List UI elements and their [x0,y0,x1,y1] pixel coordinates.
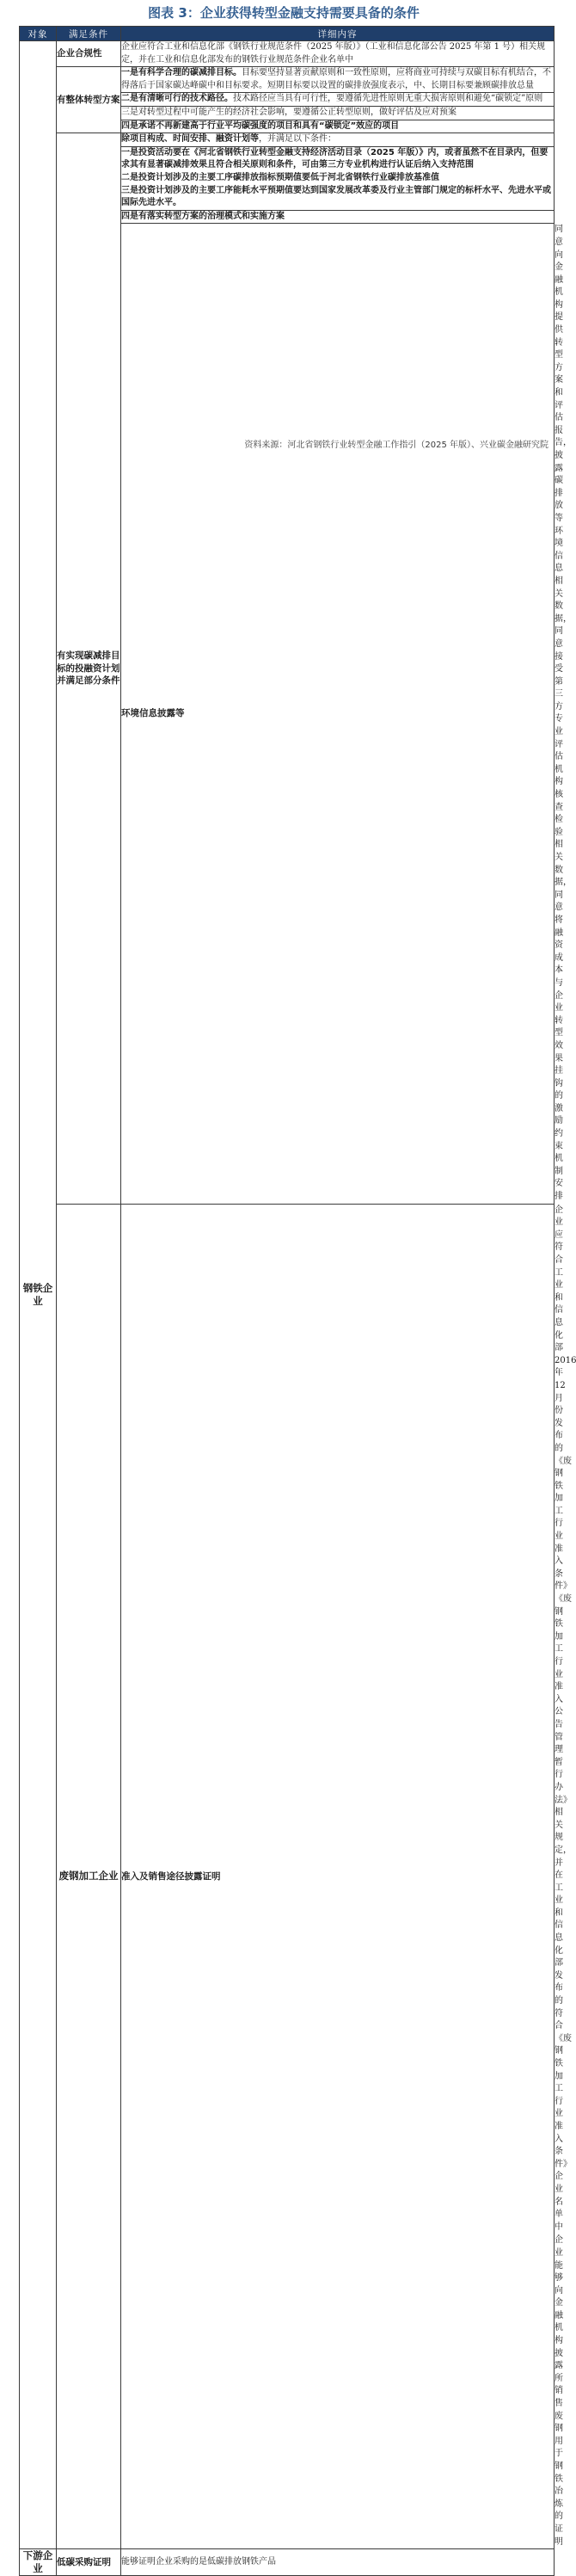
conditions-table [19,26,576,2576]
detail-projects-c1 [121,146,555,172]
condition-compliance: 企业合规性 [57,41,121,67]
header-condition: 满足条件 [57,27,121,41]
header-object: 对象 [20,27,57,41]
detail-downstream: 能够证明企业采购的是低碳排放钢铁产品 [121,2549,555,2576]
detail-projects-c2 [121,172,555,185]
detail-projects-intro-bold: 除项目构成、时间安排、融资计划等 [121,134,259,145]
detail-plan-1-bold: 一是有科学合理的碳减排目标。 [121,68,242,78]
condition-downstream: 低碳采购证明 [57,2549,121,2576]
table-row: 环境信息披露等 同意向金融机构提供转型方案和评估报告，披露碳排放等环境信息相关数据，同意接受第三方专业评估机构核查检验相关数据，同意将融资成本与企业转型效果挂钩的激励约束机制安排 [20,224,555,1204]
detail-projects-c3 [121,185,555,211]
object-steel: 钢铁企业 [20,41,57,2549]
source-note: 资料来源：河北省钢铁行业转型金融工作指引（2025 年版）、兴业碳金融研究院 [244,441,548,450]
detail-projects-c3-text: 三是投资计划涉及的主要工序能耗水平预期值要达到国家发展改革委及行业主管部门规定的标杆水平、先进水平或国际先进水平。 [121,185,551,208]
detail-compliance: 企业应符合工业和信息化部《钢铁行业规范条件（2025 年版）》（工业和信息化部公告 2025 年第 1 号）相关规定，并在工业和信息化部发布的钢铁行业规范条件企业名单中 [121,41,555,67]
table-row: 废钢加工企业 准入及销售途径披露证明 企业应符合工业和信息化部 2016 年 12 月份发布的《废钢铁加工行业准入条件》《废钢铁加工行业准入公告管理暂行办法》相关规定，并在工业和信息化部发布的符合《废钢铁加工行业准入条件》企业名单中 [20,1204,555,2234]
detail-plan-1 [121,67,555,93]
detail-projects-c2-text: 二是投资计划涉及的主要工序碳排放指标预期值要低于河北省钢铁行业碳排放基准值 [121,172,439,182]
detail-plan-4-bold: 四是承诺不再新建高于行业平均碳强度的项目和具有“碳锁定”效应的项目 [121,120,400,131]
object-scrap: 废钢加工企业 [57,1204,121,2549]
condition-disclosure: 环境信息披露等 [121,224,555,1204]
detail-projects-intro [121,133,555,147]
table-row: 企业能够向金融机构披露所销售废钢用于钢铁冶炼的证明 [555,2235,563,2547]
detail-projects-c4-text: 四是有落实转型方案的治理模式和实施方案 [121,211,285,221]
detail-projects-c4 [121,210,555,224]
condition-projects: 有实现碳减排目标的投融资计划并满足部分条件 [57,133,121,1204]
detail-plan-2-bold: 二是有清晰可行的技术路径。 [121,94,233,104]
table-row [20,2549,555,2576]
object-downstream: 下游企业 [20,2549,57,2576]
detail-plan-2-text: 技术路径应当具有可行性，要遵循先进性原则无重大损害原则和避免“碳锁定”原则 [233,94,543,104]
figure-title: 图表 3：企业获得转型金融支持需要具备的条件 [148,5,420,21]
table-row [20,41,555,67]
detail-plan-3: 三是对转型过程中可能产生的经济社会影响，要遵循公正转型原则，做好评估及应对预案 [121,106,555,120]
detail-projects-intro-text: ，并满足以下条件： [259,134,336,145]
detail-plan-2 [121,93,555,107]
table-row [20,67,555,93]
header-detail: 详细内容 [121,27,555,41]
detail-plan-1-text: 目标要坚持显著贡献原则和一致性原则，应将商业可持续与双碳目标有机结合，不得落后于国家碳达峰碳中和目标要求。短期目标要以设置的碳排放强度表示，中、长期目标要兼顾碳排放总量 [121,68,551,90]
condition-scrap: 准入及销售途径披露证明 [121,1204,555,2549]
detail-plan-4 [121,120,555,133]
header-row [20,27,555,41]
table-row [20,133,555,147]
detail-projects-c1-text: 一是投资活动要在《河北省钢铁行业转型金融支持经济活动目录（2025 年版）》内，或者虽然不在目录内，但要求其有显著碳减排效果且符合相关原则和条件，可由第三方专业机构进行认证后纳入支持范围 [121,147,548,170]
condition-plan: 有整体转型方案 [57,67,121,133]
